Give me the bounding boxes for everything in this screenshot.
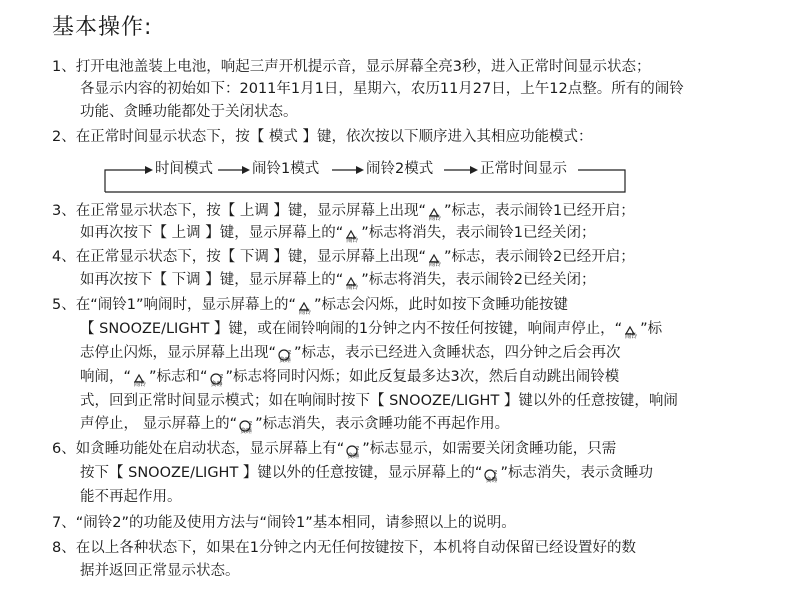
item-4: 4、在正常显示状态下，按【 下调 】键，显示屏幕上出现“ 闹铃 ”标志，表示闹铃2已经开启； <box>52 249 635 268</box>
item-6: 6、如贪睡功能处在启动状态，显示屏幕上有“ z 贪睡 ”标志显示，如需要关闭贪睡功能，只需 <box>52 441 617 460</box>
item-8-line-2: 据并返回正常显示状态。 <box>80 563 240 579</box>
svg-text:z: z <box>219 373 223 380</box>
alarm-icon: 闹铃 <box>344 273 360 291</box>
svg-text:z: z <box>288 349 292 356</box>
snooze-icon: z 贪睡 <box>210 373 223 388</box>
flow-step-alarm1-mode: 闹铃1模式 <box>252 161 320 177</box>
item-3-line-2: 如再次按下【 上调 】键，显示屏幕上的“ 闹铃 ”标志将消失，表示闹铃1已经关闭； <box>80 225 596 244</box>
item-5: 5、在“闹铃1”响闹时，显示屏幕上的“ 闹铃 ”标志会闪烁，此时如按下贪睡功能按键 <box>52 297 569 316</box>
flow-step-time-mode: 时间模式 <box>155 161 213 177</box>
item-5-line-5: 式，回到正常时间显示模式；如在响闹时按下【 SNOOZE/LIGHT 】键以外的任意按键，响闹 <box>80 393 678 409</box>
snooze-icon: z 贪睡 <box>347 445 360 460</box>
item-5-line-6: 声停止， 显示屏幕上的“ z 贪睡 ”标志消失，表示贪睡功能不再起作用。 <box>80 416 510 435</box>
alarm-icon: 闹铃 <box>297 298 313 316</box>
item-7: 7、“闹铃2”的功能及使用方法与“闹铃1”基本相同，请参照以上的说明。 <box>52 515 516 531</box>
flow-step-normal-display: 正常时间显示 <box>480 161 567 177</box>
flow-step-alarm2-mode: 闹铃2模式 <box>366 161 434 177</box>
item-1-line-2: 各显示内容的初始如下：2011年1月1日，星期六，农历11月27日，上午12点整。所有的闹铃 <box>80 81 684 97</box>
item-5-line-4: 响闹，“ 闹铃 ”标志和“ z 贪睡 ”标志将同时闪烁；如此反复最多达3次，然后自动跳出闹铃模 <box>80 369 620 388</box>
item-2: 2、在正常时间显示状态下，按【 模式 】键，依次按以下顺序进入其相应功能模式： <box>52 129 593 145</box>
item-3: 3、在正常显示状态下，按【 上调 】键，显示屏幕上出现“ 闹铃 ”标志，表示闹铃1已经开启； <box>52 203 635 222</box>
item-8: 8、在以上各种状态下，如果在1分钟之内无任何按键按下，本机将自动保留已经设置好的数 <box>52 540 636 556</box>
alarm-icon: 闹铃 <box>623 322 639 340</box>
alarm-icon: 闹铃 <box>132 370 148 388</box>
alarm-icon: 闹铃 <box>427 250 443 268</box>
item-5-line-3: 志停止闪烁，显示屏幕上出现“ z 贪睡 ”标志，表示已经进入贪睡状态，四分钟之后会再次 <box>80 345 621 364</box>
item-6-line-3: 能不再起作用。 <box>80 489 182 505</box>
snooze-icon: z 贪睡 <box>279 349 292 364</box>
svg-text:z: z <box>249 420 253 427</box>
svg-text:z: z <box>356 445 360 452</box>
page-title: 基本操作: <box>52 15 153 40</box>
item-1-line-3: 功能、贪睡功能都处于关闭状态。 <box>80 104 298 120</box>
item-4-line-2: 如再次按下【 下调 】键，显示屏幕上的“ 闹铃 ”标志将消失，表示闹铃2已经关闭； <box>80 272 596 291</box>
item-1: 1、打开电池盖装上电池，响起三声开机提示音，显示屏幕全亮3秒，进入正常时间显示状态； <box>52 59 651 75</box>
snooze-icon: z 贪睡 <box>485 469 498 484</box>
snooze-icon: z 贪睡 <box>240 420 253 435</box>
item-5-line-2: 【 SNOOZE/LIGHT 】键，或在闹铃响闹的1分钟之内不按任何按键，响闹声停止，“ 闹铃 ”标 <box>80 321 663 340</box>
mode-flow-diagram <box>100 152 630 198</box>
alarm-icon: 闹铃 <box>344 226 360 244</box>
item-6-line-2: 按下【 SNOOZE/LIGHT 】键以外的任意按键，显示屏幕上的“ z 贪睡 ”标志消失，表示贪睡功 <box>80 465 653 484</box>
svg-text:z: z <box>494 469 498 476</box>
alarm-icon: 闹铃 <box>427 204 443 222</box>
